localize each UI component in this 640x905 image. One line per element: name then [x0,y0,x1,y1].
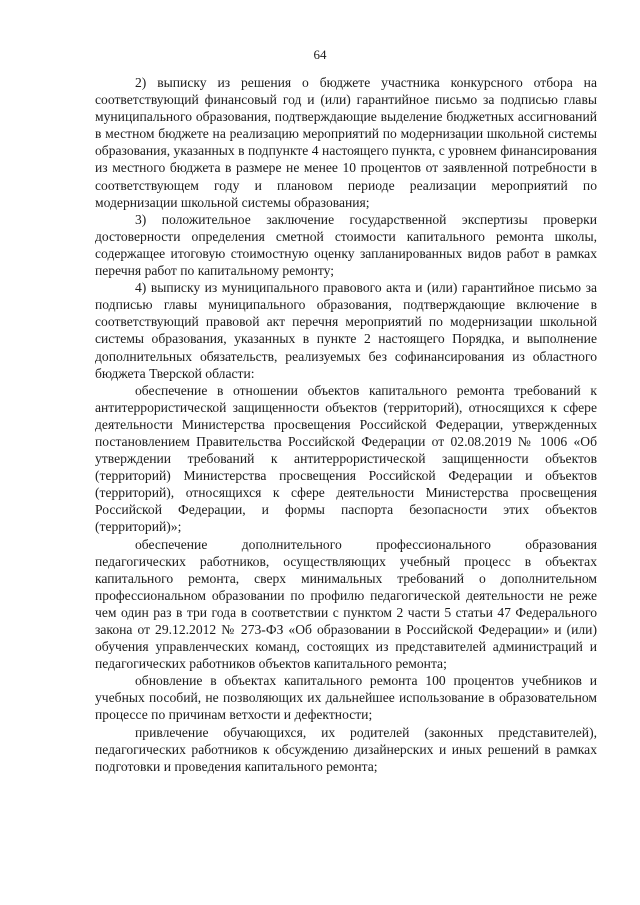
paragraph-subitem-2: 2) выписку из решения о бюджете участника конкурсного отбора на соответствующий финансовый год и (или) гарантийное письмо за подписью главы муниципального образования, подтверждающие выделение бюджетных ассигнований в местном бюджете на реализацию мероприятий по модернизации школьной системы образования, указанных в подпункте 4 настоящего пункта, с уровнем финансирования из местного бюджета в размере не менее 10 процентов от заявленной потребности в соответствующем году и плановом периоде реализации мероприятий по модернизации школьной системы образования; [95,75,597,210]
paragraph-subitem-3: 3) положительное заключение государственной экспертизы проверки достоверности определения сметной стоимости капитального ремонта школы, содержащее итоговую стоимостную оценку запланированных видов работ в рамках перечня работ по капитальному ремонту; [95,211,597,279]
page-number: 64 [313,47,327,62]
paragraph-antiterror-requirements: обеспечение в отношении объектов капитального ремонта требований к антитеррористической защищенности объектов (территорий), относящихся к сфере деятельности Министерства просвещения Российской Федерации, утвержденных постановлением Правительства Российской Федерации от 02.08.2019 № 1006 «Об утверждении требований к антитеррористической защищенности объектов (территорий) Министерства просвещения Российской Федерации и объектов (территорий), относящихся к сфере деятельности Министерства просвещения Российской Федерации, и формы паспорта безопасности этих объектов (территорий)»; [95,382,597,535]
body-text [95,74,597,775]
paragraph-teacher-training: обеспечение дополнительного профессионального образования педагогических работников, осуществляющих учебный процесс в объектах капитального ремонта, сверх минимальных требований о дополнительном профессиональном образовании по профилю педагогической деятельности не реже чем один раз в три года в соответствии с пунктом 2 части 5 статьи 47 Федерального закона от 29.12.2012 № 273-ФЗ «Об образовании в Российской Федерации» и (или) обучения управленческих команд, состоящих из представителей администраций и педагогических работников объектов капитального ремонта; [95,536,597,672]
paragraph-subitem-4: 4) выписку из муниципального правового акта и (или) гарантийное письмо за подписью главы муниципального образования, подтверждающие включение в соответствующий правовой акт перечня мероприятий по модернизации школьной системы образования, указанных в пункте 2 настоящего Порядка, и выполнение дополнительных обязательств, реализуемых без софинансирования из областного бюджета Тверской области: [95,280,597,381]
paragraph-stakeholder-involvement: привлечение обучающихся, их родителей (законных представителей), педагогических работников к обсуждению дизайнерских и иных решений в рамках подготовки и проведения капитального ремонта; [95,724,597,774]
paragraph-textbook-renewal: обновление в объектах капитального ремонта 100 процентов учебников и учебных пособий, не позволяющих их дальнейшее использование в образовательном процессе по причинам ветхости и дефектности; [95,673,597,723]
